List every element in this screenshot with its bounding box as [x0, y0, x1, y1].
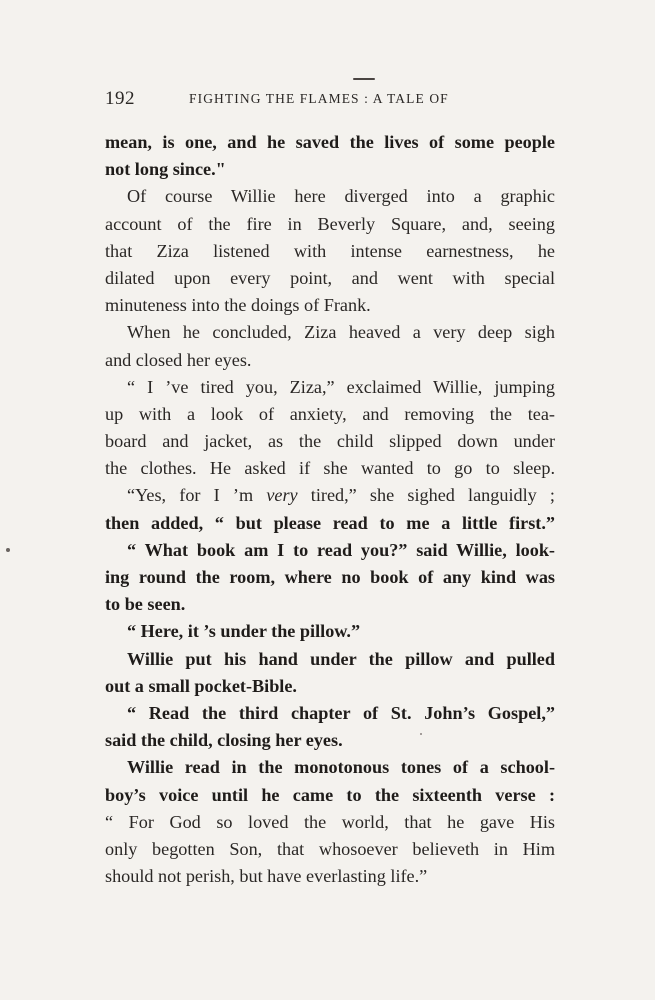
text-line: said the child, closing her eyes. [105, 730, 343, 751]
ink-speck [6, 548, 10, 552]
text-line: that Ziza listened with intense earnestness, he [105, 240, 555, 261]
text-line: “ For God so loved the world, that he gave His [105, 811, 555, 832]
text-line: to be seen. [105, 594, 186, 615]
page-number: 192 [105, 88, 135, 109]
text-line: When he concluded, Ziza heaved a very deep sigh [127, 322, 555, 343]
text-line-pre: “Yes, for I ’m [127, 485, 267, 506]
body-text [105, 129, 555, 890]
text-line: ing round the room, where no book of any kind was [105, 567, 555, 587]
text-line: Willie read in the monotonous tones of a school- [127, 757, 555, 778]
text-line: mean, is one, and he saved the lives of some people [105, 132, 555, 152]
text-line: “ Here, it ’s under the pillow.” [127, 621, 361, 642]
text-line [105, 482, 555, 509]
text-line: account of the fire in Beverly Square, and, seeing [105, 213, 555, 234]
text-line: then added, “ but please read to me a little first.” [105, 512, 555, 533]
text-line: and closed her eyes. [105, 349, 252, 370]
text-line: should not perish, but have everlasting life.” [105, 866, 428, 887]
emphasized-word: very [266, 485, 298, 506]
text-line: “ Read the third chapter of St. John’s Gospel,” [127, 702, 555, 723]
text-line: “ What book am I to read you?” said Willie, look- [127, 539, 555, 560]
text-line-post: tired,” she sighed languidly ; [297, 485, 555, 506]
text-line: out a small pocket-Bible. [105, 675, 297, 696]
text-line: the clothes. He asked if she wanted to go to sleep. [105, 458, 555, 479]
text-line: Willie put his hand under the pillow and pulled [127, 648, 555, 669]
text-line: not long since." [105, 159, 226, 180]
text-line: only begotten Son, that whosoever believeth in Him [105, 838, 555, 859]
text-line: boy’s voice until he came to the sixteenth verse : [105, 784, 555, 805]
ink-speck [420, 733, 422, 735]
text-line: up with a look of anxiety, and removing the tea- [105, 403, 555, 424]
text-line: board and jacket, as the child slipped down under [105, 431, 555, 452]
text-line: “ I ’ve tired you, Ziza,” exclaimed Willie, jumping [127, 376, 555, 397]
text-line: dilated upon every point, and went with special [105, 267, 555, 288]
header-mark [353, 78, 375, 80]
text-line: minuteness into the doings of Frank. [105, 295, 371, 316]
running-title: FIGHTING THE FLAMES : A TALE OF [189, 91, 449, 106]
running-head [105, 88, 555, 112]
text-line: Of course Willie here diverged into a graphic [127, 186, 555, 207]
